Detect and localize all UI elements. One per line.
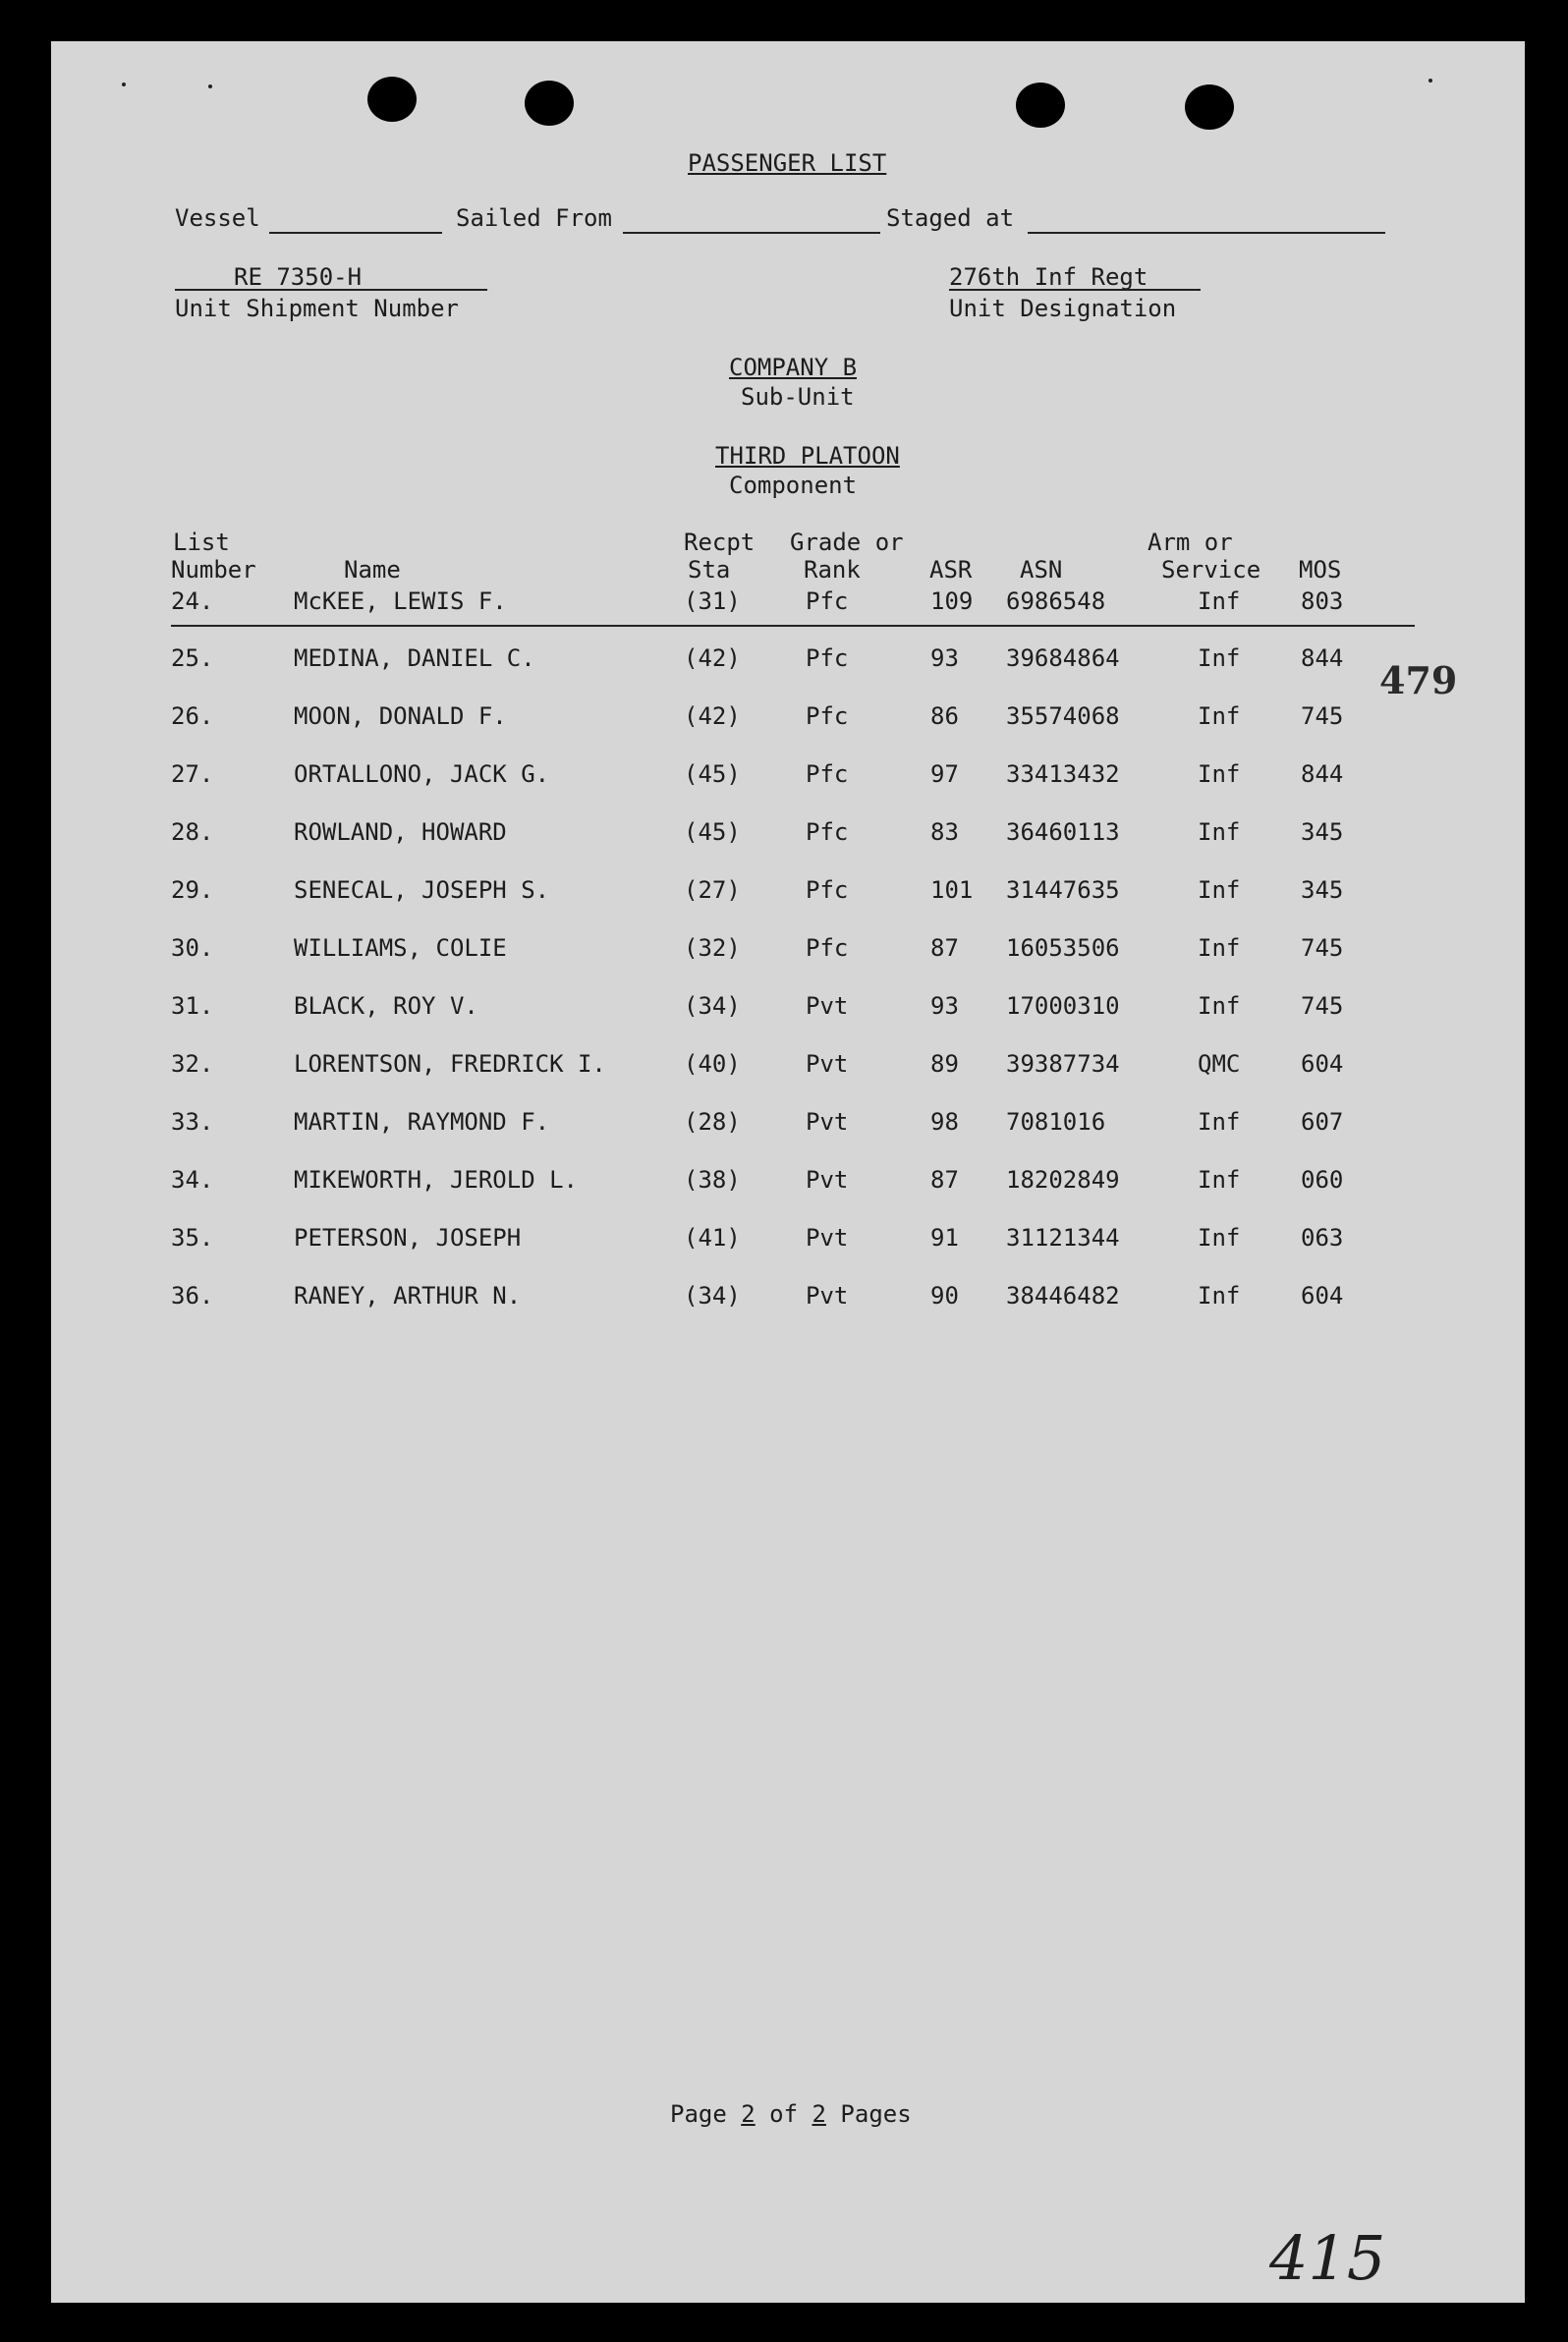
mos-code: 345 — [1301, 818, 1344, 846]
sub-unit: COMPANY B — [729, 354, 858, 381]
table-row — [51, 934, 1525, 964]
asr-score: 89 — [930, 1050, 959, 1078]
list-number: 29. — [171, 876, 214, 904]
table-row — [51, 1166, 1525, 1196]
list-number: 35. — [171, 1224, 214, 1252]
header-rule — [171, 625, 1415, 627]
recpt-sta: (31) — [684, 587, 741, 615]
list-number: 34. — [171, 1166, 214, 1194]
arm-service: Inf — [1198, 1282, 1241, 1310]
arm-service: Inf — [1198, 1166, 1241, 1194]
mos-code: 060 — [1301, 1166, 1344, 1194]
passenger-name: RANEY, ARTHUR N. — [294, 1282, 522, 1310]
grade-rank: Pvt — [806, 992, 849, 1020]
table-row — [51, 702, 1525, 732]
recpt-sta: (38) — [684, 1166, 741, 1194]
header-list-number: Number — [171, 556, 256, 584]
asr-score: 90 — [930, 1282, 959, 1310]
header-list-number: List — [173, 529, 230, 556]
mos-code: 745 — [1301, 702, 1344, 730]
asr-score: 93 — [930, 992, 959, 1020]
header-arm-service: Arm or — [1148, 529, 1233, 556]
table-row — [51, 1282, 1525, 1311]
header-asr: ASR — [929, 556, 973, 584]
arm-service: Inf — [1198, 760, 1241, 788]
table-row — [51, 644, 1525, 674]
passenger-name: PETERSON, JOSEPH — [294, 1224, 522, 1252]
speck — [1428, 79, 1432, 83]
asn-number: 38446482 — [1006, 1282, 1120, 1310]
arm-service: Inf — [1198, 1224, 1241, 1252]
arm-service: Inf — [1198, 876, 1241, 904]
asr-score: 83 — [930, 818, 959, 846]
table-row — [51, 992, 1525, 1022]
recpt-sta: (42) — [684, 644, 741, 672]
recpt-sta: (45) — [684, 760, 741, 788]
handwritten-number: 415 — [1269, 2222, 1386, 2294]
list-number: 27. — [171, 760, 214, 788]
grade-rank: Pfc — [806, 644, 849, 672]
grade-rank: Pvt — [806, 1282, 849, 1310]
component: THIRD PLATOON — [715, 442, 900, 470]
mos-code: 345 — [1301, 876, 1344, 904]
mos-code: 844 — [1301, 644, 1344, 672]
asr-score: 109 — [930, 587, 974, 615]
asn-number: 7081016 — [1006, 1108, 1106, 1136]
asr-score: 91 — [930, 1224, 959, 1252]
list-number: 36. — [171, 1282, 214, 1310]
speck — [208, 84, 212, 88]
asr-score: 87 — [930, 934, 959, 962]
asr-score: 86 — [930, 702, 959, 730]
table-row — [51, 1050, 1525, 1080]
mos-code: 745 — [1301, 992, 1344, 1020]
arm-service: QMC — [1198, 1050, 1241, 1078]
asn-number: 35574068 — [1006, 702, 1120, 730]
passenger-name: LORENTSON, FREDRICK I. — [294, 1050, 606, 1078]
list-number: 25. — [171, 644, 214, 672]
mos-code: 745 — [1301, 934, 1344, 962]
passenger-name: MEDINA, DANIEL C. — [294, 644, 535, 672]
recpt-sta: (27) — [684, 876, 741, 904]
list-number: 24. — [171, 587, 214, 615]
asn-number: 18202849 — [1006, 1166, 1120, 1194]
asn-number: 31447635 — [1006, 876, 1120, 904]
header-recpt-sta: Sta — [688, 556, 731, 584]
arm-service: Inf — [1198, 992, 1241, 1020]
list-number: 31. — [171, 992, 214, 1020]
asn-number: 31121344 — [1006, 1224, 1120, 1252]
punch-hole — [525, 81, 574, 126]
staged-at-field-line — [1028, 232, 1385, 234]
unit-designation-label: Unit Designation — [949, 295, 1177, 322]
table-row — [51, 760, 1525, 790]
arm-service: Inf — [1198, 644, 1241, 672]
unit-shipment-number-line — [175, 289, 487, 291]
page-footer — [670, 2102, 912, 2126]
mos-code: 063 — [1301, 1224, 1344, 1252]
asn-number: 39387734 — [1006, 1050, 1120, 1078]
recpt-sta: (34) — [684, 992, 741, 1020]
sub-unit-label: Sub-Unit — [741, 383, 855, 411]
mos-code: 604 — [1301, 1050, 1344, 1078]
document-page — [51, 41, 1525, 2303]
grade-rank: Pvt — [806, 1166, 849, 1194]
arm-service: Inf — [1198, 818, 1241, 846]
list-number: 26. — [171, 702, 214, 730]
header-mos: MOS — [1299, 556, 1342, 584]
grade-rank: Pvt — [806, 1224, 849, 1252]
asn-number: 39684864 — [1006, 644, 1120, 672]
unit-designation: 276th Inf Regt — [949, 263, 1148, 291]
punch-hole — [1016, 83, 1065, 128]
arm-service: Inf — [1198, 702, 1241, 730]
stamp-number: 479 — [1379, 658, 1458, 702]
recpt-sta: (45) — [684, 818, 741, 846]
passenger-name: MIKEWORTH, JEROLD L. — [294, 1166, 578, 1194]
sailed-from-label: Sailed From — [456, 204, 612, 232]
staged-at-label: Staged at — [886, 204, 1015, 232]
page-label: Page — [670, 2100, 727, 2128]
page-current: 2 — [741, 2100, 756, 2128]
table-row — [51, 818, 1525, 848]
recpt-sta: (42) — [684, 702, 741, 730]
unit-shipment-number: RE 7350-H — [234, 263, 363, 291]
header-grade-rank: Rank — [804, 556, 861, 584]
passenger-name: SENECAL, JOSEPH S. — [294, 876, 550, 904]
header-grade-rank: Grade or — [790, 529, 904, 556]
grade-rank: Pvt — [806, 1108, 849, 1136]
asn-number: 33413432 — [1006, 760, 1120, 788]
grade-rank: Pfc — [806, 934, 849, 962]
passenger-name: BLACK, ROY V. — [294, 992, 478, 1020]
asn-number: 6986548 — [1006, 587, 1106, 615]
passenger-name: ROWLAND, HOWARD — [294, 818, 507, 846]
header-arm-service: Service — [1161, 556, 1261, 584]
grade-rank: Pfc — [806, 818, 849, 846]
table-row — [51, 1108, 1525, 1138]
component-label: Component — [729, 472, 858, 499]
recpt-sta: (40) — [684, 1050, 741, 1078]
asr-score: 97 — [930, 760, 959, 788]
mos-code: 607 — [1301, 1108, 1344, 1136]
passenger-name: McKEE, LEWIS F. — [294, 587, 507, 615]
table-row — [51, 1224, 1525, 1254]
vessel-label: Vessel — [175, 204, 260, 232]
asn-number: 16053506 — [1006, 934, 1120, 962]
passenger-name: WILLIAMS, COLIE — [294, 934, 507, 962]
header-name: Name — [344, 556, 401, 584]
recpt-sta: (34) — [684, 1282, 741, 1310]
asn-number: 17000310 — [1006, 992, 1120, 1020]
grade-rank: Pvt — [806, 1050, 849, 1078]
passenger-name: ORTALLONO, JACK G. — [294, 760, 550, 788]
punch-hole — [367, 77, 417, 122]
grade-rank: Pfc — [806, 876, 849, 904]
mos-code: 604 — [1301, 1282, 1344, 1310]
list-number: 32. — [171, 1050, 214, 1078]
asn-number: 36460113 — [1006, 818, 1120, 846]
asr-score: 98 — [930, 1108, 959, 1136]
of-label: of — [769, 2100, 799, 2128]
recpt-sta: (28) — [684, 1108, 741, 1136]
vessel-field-line — [269, 232, 442, 234]
asr-score: 87 — [930, 1166, 959, 1194]
unit-shipment-number-label: Unit Shipment Number — [175, 295, 459, 322]
passenger-name: MOON, DONALD F. — [294, 702, 507, 730]
header-recpt-sta: Recpt — [684, 529, 756, 556]
grade-rank: Pfc — [806, 760, 849, 788]
arm-service: Inf — [1198, 934, 1241, 962]
speck — [122, 83, 126, 86]
arm-service: Inf — [1198, 1108, 1241, 1136]
mos-code: 844 — [1301, 760, 1344, 788]
recpt-sta: (41) — [684, 1224, 741, 1252]
mos-code: 803 — [1301, 587, 1344, 615]
grade-rank: Pfc — [806, 702, 849, 730]
sailed-from-field-line — [623, 232, 880, 234]
asr-score: 101 — [930, 876, 974, 904]
recpt-sta: (32) — [684, 934, 741, 962]
grade-rank: Pfc — [806, 587, 849, 615]
pages-label: Pages — [840, 2100, 912, 2128]
list-number: 28. — [171, 818, 214, 846]
asr-score: 93 — [930, 644, 959, 672]
table-row — [51, 876, 1525, 906]
table-row — [51, 587, 1525, 617]
punch-hole — [1185, 84, 1234, 130]
document-title: PASSENGER LIST — [688, 149, 887, 177]
list-number: 33. — [171, 1108, 214, 1136]
header-asn: ASN — [1020, 556, 1063, 584]
page-total: 2 — [812, 2100, 826, 2128]
passenger-name: MARTIN, RAYMOND F. — [294, 1108, 550, 1136]
unit-designation-line — [949, 289, 1201, 291]
list-number: 30. — [171, 934, 214, 962]
arm-service: Inf — [1198, 587, 1241, 615]
